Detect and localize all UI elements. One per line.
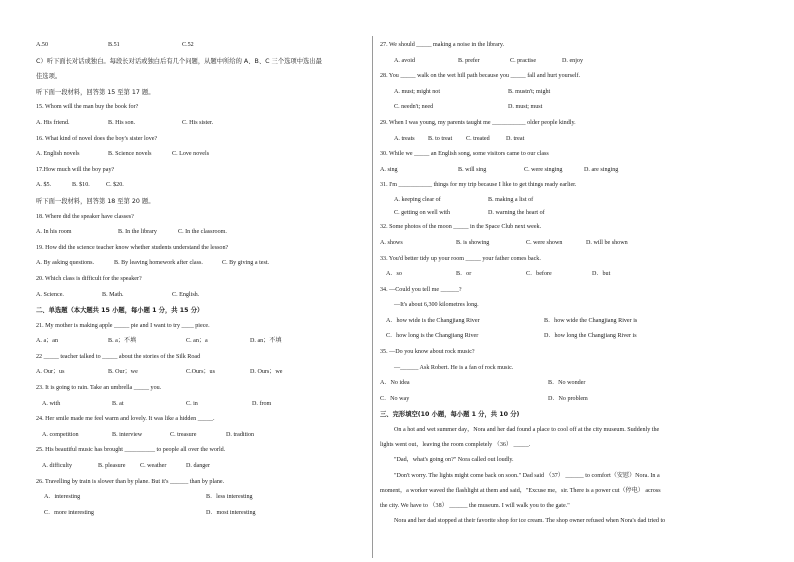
- option-a: A．No idea: [380, 380, 410, 387]
- option-b: B．No wonder: [548, 380, 586, 387]
- option-a: A. with: [42, 400, 61, 407]
- option-d: D．most interesting: [206, 509, 256, 516]
- option-a: A. treats: [394, 135, 415, 142]
- option-c: C. were singing: [524, 166, 563, 173]
- section-3-title: 三、完形填空(10 小题，每小题 1 分，共 10 分): [380, 411, 520, 419]
- option-c: C. in: [186, 400, 198, 407]
- option-b: B. mustn't; might: [508, 88, 551, 95]
- option-a: A. a；an: [36, 338, 58, 345]
- option-b: B．how wide the Changjiang River is: [544, 317, 638, 324]
- option-a: A. must; might not: [394, 88, 441, 95]
- option-c: C. practise: [510, 57, 537, 64]
- option-b: B. at: [112, 400, 124, 407]
- option-a: A．how wide is the Changjiang River: [386, 317, 480, 324]
- passage-line: lights went out，leaving the room completely （36） _____.: [380, 442, 531, 449]
- option-c: C. treasure: [170, 431, 197, 438]
- option-b: B.51: [108, 42, 120, 48]
- question-16-options: [36, 147, 368, 163]
- question-24: 24. Her smile made me feel warm and lovely. It was like a hidden _____.: [36, 416, 215, 423]
- option-d: D. warning the heart of: [488, 210, 545, 217]
- option-c: C.Ours；us: [186, 369, 215, 376]
- option-d: D. enjoy: [562, 57, 583, 64]
- question-32-options: [380, 236, 712, 252]
- question-21: 21. My mother is making apple _____ pie and I want to try ____ piece.: [36, 322, 210, 329]
- option-b: B. a；不填: [108, 338, 137, 345]
- question-18-options: [36, 225, 368, 241]
- question-35: 35. —Do you know about rock music?: [380, 349, 475, 356]
- option-b: B. making a list of: [488, 196, 534, 203]
- question-26: 26. Travelling by train is slower than by plane. But it's ______ than by plane.: [36, 478, 225, 485]
- cloze-passage: [380, 423, 712, 529]
- question-23-options: [36, 397, 368, 413]
- question-27: 27. We should _____ making a noise in the library.: [380, 42, 505, 48]
- question-33: 33. You'd better tidy up your room _____ your father comes back.: [380, 255, 541, 262]
- question-17-options: [36, 178, 368, 194]
- option-c: C. needn't; need: [394, 104, 434, 111]
- question-24-options: [36, 428, 368, 444]
- question-34-reply: —It's about 6,300 kilometres long.: [394, 302, 479, 309]
- question-34-options-2: [380, 329, 712, 345]
- option-b: B. His son.: [108, 119, 136, 126]
- section-c-instruction-cont: 佳选项。: [36, 73, 62, 81]
- question-22-options: [36, 365, 368, 381]
- option-b: B. interview: [112, 431, 143, 438]
- option-d: D. treat: [506, 135, 525, 142]
- option-a: A. shows: [380, 239, 403, 246]
- option-d: D．but: [592, 271, 611, 278]
- question-20: 20. Which class is difficult for the speaker?: [36, 275, 142, 282]
- question-14-options: [36, 38, 368, 54]
- option-a: A.50: [36, 42, 49, 48]
- question-34-options: [380, 314, 712, 330]
- option-c: C.52: [182, 42, 194, 48]
- question-21-options: [36, 334, 368, 350]
- question-28: 28. You _____ walk on the wet hill path because you _____ fall and hurt yourself.: [380, 73, 581, 80]
- option-c: C. Love novels: [172, 151, 210, 158]
- question-19: 19. How did the science teacher know whether students understand the lesson?: [36, 244, 229, 251]
- option-b: B. to treat: [428, 135, 453, 142]
- option-c: C．more interesting: [44, 509, 94, 516]
- option-b: B. is showing: [456, 239, 490, 246]
- column-divider: [372, 36, 373, 558]
- option-c: C．how long is the Changjiang River: [386, 333, 479, 340]
- question-31: 31. I'm ___________ things for my trip because I like to get things ready earlier.: [380, 182, 577, 189]
- passage-line: Nora and her dad stopped at their favorite shop for ice cream. The shop owner refused when Nora's dad tried to: [394, 518, 666, 525]
- option-c: C. treated: [466, 135, 490, 142]
- option-c: C. getting on well with: [394, 210, 451, 217]
- option-b: B．less interesting: [206, 494, 253, 501]
- question-15-options: [36, 116, 368, 132]
- option-a: A. difficulty: [42, 463, 73, 470]
- option-d: D．how long the Changjiang River is: [544, 333, 637, 340]
- option-c: C. weather: [140, 463, 167, 470]
- option-c: C. were shown: [526, 239, 563, 246]
- passage-line: "Don't worry. The lights might come back on soon." Dad said （37） ______ to comfort（安慰）Nora. In a: [394, 472, 660, 479]
- option-d: D. are singing: [584, 166, 619, 173]
- option-a: A. Our；us: [36, 369, 65, 376]
- question-35-options-2: [380, 392, 712, 408]
- option-b: B．or: [456, 271, 472, 278]
- question-28-options-2: [380, 100, 712, 116]
- listening-instruction: 听下面一段材料，回答第 18 至第 20 题。: [36, 197, 155, 205]
- question-30: 30. While we _____ an English song, some visitors came to our class: [380, 151, 549, 158]
- section-c-instruction: C）听下面长对话或独白。每段长对话或独白后有几个问题，从题中所给的 A、B、C 三个选项中选出最: [36, 57, 322, 65]
- question-31-options-2: [380, 207, 712, 220]
- question-26-options-2: [36, 506, 368, 522]
- option-c: C. an；a: [186, 338, 208, 345]
- question-35-reply: —______ Ask Robert. He is a fan of rock music.: [394, 364, 514, 371]
- listening-instruction: 听下面一段材料，回答第 15 至第 17 题。: [36, 88, 155, 96]
- option-b: B. Science novels: [108, 151, 152, 158]
- question-15: 15. Whom will the man buy the book for?: [36, 104, 139, 111]
- question-33-options: [380, 267, 712, 283]
- option-d: D. tradition: [226, 431, 255, 438]
- question-17: 17.How much will the boy pay?: [36, 166, 115, 173]
- option-d: D. must; must: [508, 104, 543, 111]
- option-a: A. $5.: [36, 182, 52, 189]
- question-35-options: [380, 376, 712, 392]
- option-c: C. English.: [172, 291, 200, 298]
- option-d: D. danger: [186, 463, 211, 470]
- question-16: 16. What kind of novel does the boy's sister love?: [36, 135, 158, 142]
- option-b: B. In the library: [118, 229, 157, 236]
- option-c: C．No way: [380, 395, 410, 402]
- option-a: A. sing: [380, 166, 398, 173]
- passage-line: On a hot and wet summer day，Nora and her dad found a place to cool off at the city museum. Suddenly the: [394, 427, 660, 434]
- question-32: 32. Some photos of the moon _____ in the Space Club next week.: [380, 224, 542, 231]
- option-a: A. keeping clear of: [394, 196, 441, 203]
- option-b: B. By leaving homework after class.: [114, 260, 203, 267]
- question-20-options: [36, 288, 368, 304]
- question-23: 23. It is going to rain. Take an umbrella _____ you.: [36, 385, 162, 392]
- question-27-options: [380, 54, 712, 70]
- option-c: C. By giving a test.: [222, 260, 270, 267]
- option-d: D. from: [252, 400, 272, 407]
- option-a: A. In his room: [36, 229, 72, 236]
- option-c: C. His sister.: [182, 119, 214, 126]
- option-a: A．so: [386, 271, 402, 278]
- question-31-options: [380, 194, 712, 207]
- option-a: A. competition: [42, 431, 79, 438]
- left-column: [36, 38, 368, 521]
- question-25-options: [36, 459, 368, 475]
- option-b: B. pleasure: [98, 463, 126, 470]
- question-18: 18. Where did the speaker have classes?: [36, 213, 134, 220]
- option-a: A. avoid: [394, 57, 415, 64]
- option-d: D. will be shown: [586, 239, 628, 246]
- option-d: D. Ours；we: [250, 369, 283, 376]
- question-29: 29. When I was young, my parents taught me ___________ older people kindly.: [380, 119, 576, 126]
- option-a: A. English novels: [36, 151, 80, 158]
- option-b: B. will sing: [458, 166, 487, 173]
- passage-line: the city. We have to （38） ______ the museum. I will walk you to the gate.": [380, 502, 570, 509]
- question-26-options: [36, 490, 368, 506]
- option-a: A. Science.: [36, 291, 64, 298]
- question-22: 22 _____ teacher talked to _____ about the stories of the Silk Road: [36, 353, 201, 360]
- option-b: B. $10.: [72, 182, 90, 189]
- option-d: D. an；不填: [250, 338, 282, 345]
- question-19-options: [36, 256, 368, 272]
- question-30-options: [380, 163, 712, 179]
- option-a: A．interesting: [44, 494, 81, 501]
- question-34: 34. —Could you tell me ______?: [380, 286, 462, 293]
- question-29-options: [380, 132, 712, 148]
- option-c: C. $20.: [106, 182, 124, 189]
- option-b: B. Math.: [102, 291, 124, 298]
- section-2-title: 二、单选题（本大题共 15 小题，每小题 1 分，共 15 分）: [36, 307, 204, 315]
- option-b: B. Our；we: [108, 369, 138, 376]
- option-c: C. In the classroom.: [178, 229, 227, 236]
- option-a: A. By asking questions.: [36, 260, 95, 267]
- option-a: A. His friend.: [36, 119, 70, 126]
- option-b: B. prefer: [458, 57, 480, 64]
- option-c: C．before: [526, 271, 552, 278]
- option-d: D．No problem: [548, 395, 588, 402]
- right-column: [380, 38, 712, 529]
- passage-line: "Dad，what's going on?" Nora called out loudly.: [394, 457, 514, 464]
- question-25: 25. His beautiful music has brought __________ to people all over the world.: [36, 447, 226, 454]
- passage-line: moment，a worker waved the flashlight at them and said，"Excuse me，sir. There is a power cut（停电） across: [380, 487, 661, 494]
- question-28-options: [380, 85, 712, 101]
